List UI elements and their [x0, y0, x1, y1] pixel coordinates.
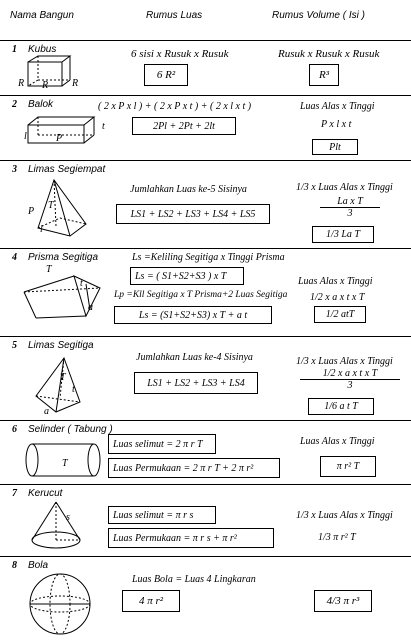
label-t: T: [48, 200, 54, 211]
row-number: 1: [12, 44, 17, 55]
label-t: T: [62, 458, 68, 469]
shape-name: Kubus: [28, 44, 57, 55]
row-prisma-segitiga: [0, 248, 411, 337]
row-bola: [0, 556, 411, 640]
label-p: P: [56, 133, 63, 144]
volume-fraction: [300, 368, 400, 391]
luas-formula-box: 4 π r²: [122, 590, 180, 612]
volume-formula-text-2: 1/3 π r² T: [318, 532, 356, 543]
volume-formula-box: R³: [309, 64, 339, 86]
table-header: [0, 0, 411, 41]
volume-formula-text: Luas Alas x Tinggi: [300, 436, 375, 447]
luas-formula-box: LS1 + LS2 + LS3 + LS4: [134, 372, 258, 394]
label-r2: R: [42, 80, 49, 91]
header-nama-bangun: Nama Bangun: [10, 10, 74, 21]
luas-formula-box: Luas selimut = π r s: [108, 506, 216, 524]
luas-formula-text: Ls =Keliling Segitiga x Tinggi Prisma: [132, 252, 285, 263]
luas-formula-box: 2Pl + 2Pt + 2lt: [132, 117, 236, 135]
row-limas-segiempat: [0, 160, 411, 249]
luas-formula-box: Ls = ( S1+S2+S3 ) x T: [130, 267, 244, 285]
row-kerucut: [0, 484, 411, 557]
label-r3: R: [72, 78, 79, 89]
luas-formula-text: Jumlahkan Luas ke-5 Sisinya: [130, 184, 247, 195]
row-number: 2: [12, 99, 17, 110]
label-t-prism: T: [46, 264, 52, 275]
volume-formula-text-2: 1/2 x a x t x T: [310, 292, 365, 303]
shape-name: Bola: [28, 560, 49, 571]
label-l: l: [24, 131, 27, 142]
volume-formula-text: Luas Alas x Tinggi: [298, 276, 373, 287]
shape-name: Prisma Segitiga: [28, 252, 99, 263]
label-l: l: [40, 224, 43, 235]
volume-formula-box: 1/6 a t T: [308, 398, 374, 415]
luas-formula-text: 6 sisi x Rusuk x Rusuk: [131, 48, 229, 60]
fraction-numerator: 1/2 x a x t x T: [300, 368, 400, 380]
luas-formula-box: 6 R²: [144, 64, 188, 86]
luas-formula-box: LS1 + LS2 + LS3 + LS4 + LS5: [116, 204, 270, 224]
volume-formula-text: 1/3 x Luas Alas x Tinggi: [296, 356, 393, 367]
label-a: a: [44, 406, 49, 417]
header-rumus-volume: Rumus Volume ( Isi ): [272, 10, 365, 21]
volume-formula-text: 1/3 x Luas Alas x Tinggi: [296, 182, 393, 193]
label-r1: R: [18, 78, 25, 89]
volume-fraction: [320, 196, 380, 219]
volume-formula-text: 1/3 x Luas Alas x Tinggi: [296, 510, 393, 521]
volume-formula-box: π r² T: [320, 456, 376, 477]
luas-formula-text: Jumlahkan Luas ke-4 Sisinya: [136, 352, 253, 363]
shape-name: Limas Segiempat: [28, 164, 106, 175]
volume-formula-box: 1/3 La T: [312, 226, 374, 243]
label-t-pyramid: T: [60, 372, 66, 383]
fraction-numerator: La x T: [320, 196, 380, 208]
row-selinder: [0, 420, 411, 485]
triangular-pyramid-figure: [30, 356, 92, 416]
triangular-prism-figure: [14, 270, 106, 324]
shape-name: Selinder ( Tabung ): [28, 424, 113, 435]
sphere-figure: [26, 570, 96, 640]
row-number: 8: [12, 560, 17, 571]
row-number: 3: [12, 164, 17, 175]
shape-name: Limas Segitiga: [28, 340, 94, 351]
row-number: 7: [12, 488, 17, 499]
row-balok: [0, 95, 411, 161]
fraction-denominator: 3: [347, 380, 353, 391]
luas-formula-box-2: Ls = (S1+S2+S3) x T + a t: [114, 306, 272, 324]
label-t: t: [102, 121, 105, 132]
row-limas-segitiga: [0, 336, 411, 421]
volume-formula-text: Luas Alas x Tinggi: [300, 101, 375, 112]
row-number: 6: [12, 424, 17, 435]
shape-name: Balok: [28, 99, 54, 110]
luas-formula-text: Luas Bola = Luas 4 Lingkaran: [132, 574, 256, 585]
shape-name: Kerucut: [28, 488, 63, 499]
cone-figure: [26, 500, 90, 554]
label-p: P: [28, 206, 35, 217]
header-rumus-luas: Rumus Luas: [146, 10, 203, 21]
volume-formula-box: Plt: [312, 139, 358, 155]
volume-formula-text: Rusuk x Rusuk x Rusuk: [278, 48, 380, 60]
label-t: t: [72, 384, 75, 395]
label-s: s: [66, 512, 70, 523]
volume-formula-box: 1/2 atT: [314, 306, 366, 323]
label-a: a: [88, 302, 93, 313]
row-kubus: [0, 40, 411, 96]
row-number: 5: [12, 340, 17, 351]
luas-formula-box-2: Luas Permukaan = π r s + π r²: [108, 528, 274, 548]
volume-formula-text-2: P x l x t: [321, 119, 352, 130]
luas-formula-box-2: Luas Permukaan = 2 π r T + 2 π r²: [108, 458, 280, 478]
row-number: 4: [12, 252, 17, 263]
label-t: t: [80, 278, 83, 289]
luas-formula-box: Luas selimut = 2 π r T: [108, 434, 216, 454]
fraction-denominator: 3: [347, 208, 353, 219]
luas-formula-text: ( 2 x P x l ) + ( 2 x P x t ) + ( 2 x l x t ): [98, 101, 252, 112]
volume-formula-box: 4/3 π r³: [314, 590, 372, 612]
luas-formula-text-2: Lp =Kll Segitiga x T Prisma+2 Luas Segitiga: [114, 290, 288, 300]
